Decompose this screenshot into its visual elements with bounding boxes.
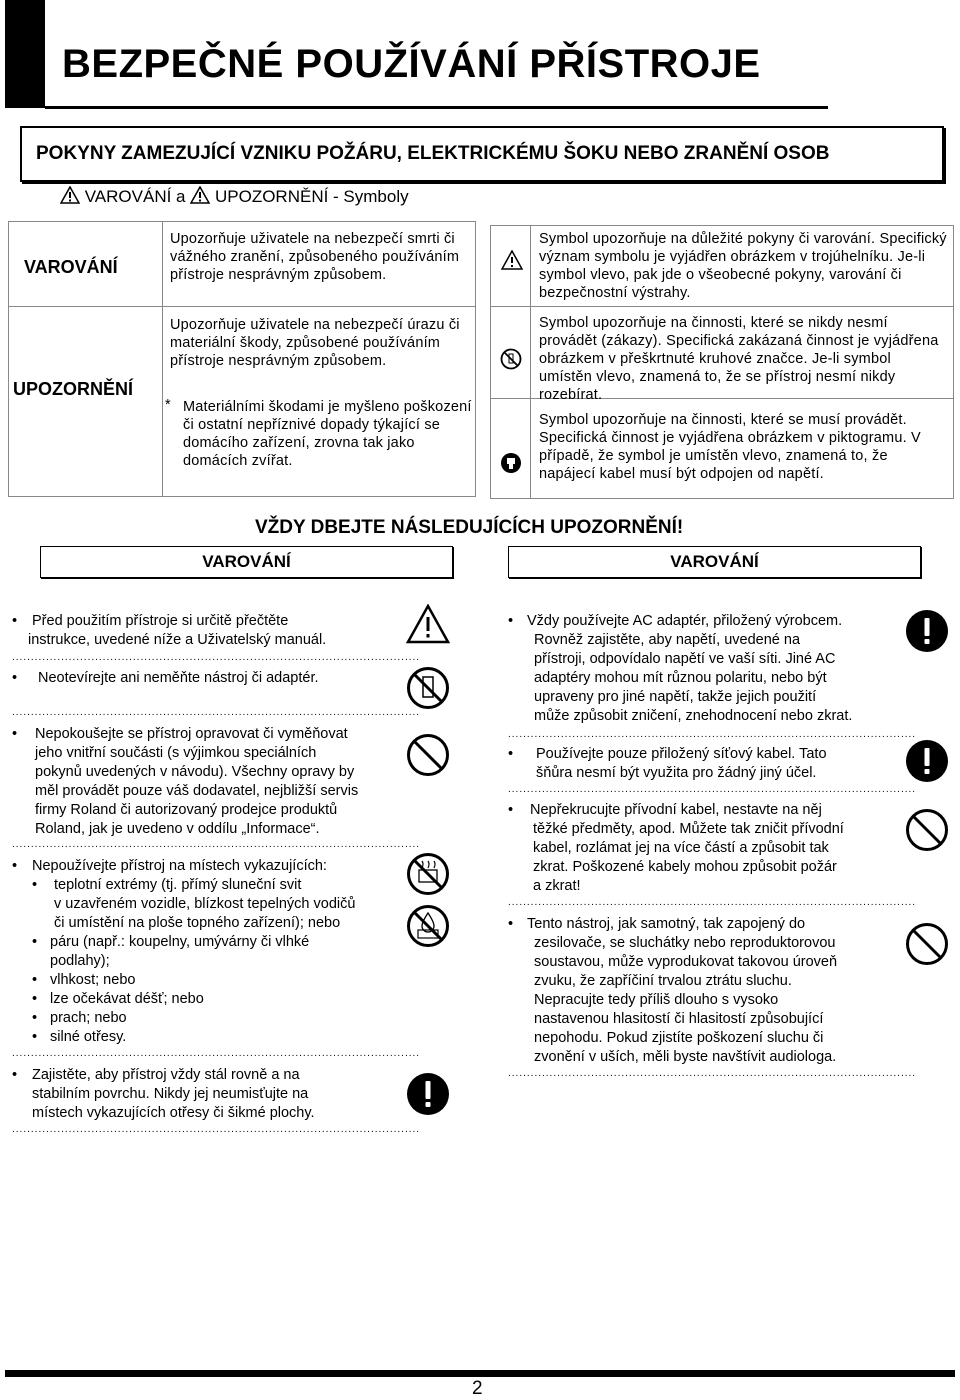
box-divider bbox=[491, 306, 953, 307]
list-item-text: teplotní extrémy (tj. přímý sluneční svit v uzavřeném vozidle, blízkost tepelných vodičů či umístění na ploše topného zařízení); nebo bbox=[54, 877, 356, 931]
list-item-text: Nepokoušejte se přístroj opravovat či vyměňovat jeho vnitřní součásti (s výjimkou speciálních pokynů uvedených v návodu). Všechny opravy by měl provádět pouze váš dodavatel, nejbližší servis firmy Roland či autorizovaný prodejce produktů Roland, jak je uvedeno v oddílu „Informace“. bbox=[35, 726, 359, 837]
right-item-hearing: • Tento nástroj, jak samotný, tak zapojený do zesilovače, se sluchátky nebo reproduktorovou soustavou, může vyprodukovat takovou úroveň zvuku, že zapříčiní trvalou ztrátu sluchu. Nepracujte tedy příliš dlouho s vysoko nastavenou hlasitostí či hlasitostí způsobující nepohodu. Pokud zjistíte poškození sluchu či zvonění v uších, měli byste navštívit audiologa. bbox=[508, 916, 838, 1065]
list-item-text: Před použitím přístroje si určitě přečtěte instrukce, uvedené níže a Uživatelský manuál. bbox=[28, 613, 327, 648]
triangle-warning-icon bbox=[501, 250, 523, 270]
footer-rule bbox=[5, 1370, 955, 1377]
sub-item-vibration: • silné otřesy. bbox=[32, 1029, 127, 1045]
sub-item-humidity: • vlhkost; nebo bbox=[32, 972, 136, 988]
right-item-ac-adapter: • Vždy používejte AC adaptér, přiložený výrobcem. Rovněž zajistěte, aby napětí, uvedené na přístroji, odpovídalo napětí ve vaší síti. Jiné AC adaptéry mohou mít různou polaritu, nebo být upraveny pro jiné napětí, takže jejich použití může způsobit zničení, znehodnocení nebo zkrat. bbox=[508, 613, 853, 724]
footnote-text: Materiálními škodami je myšleno poškození či ostatní nepříznivé dopady týkající se domácího zařízení, zrovna tak jako domácích zvířat. bbox=[183, 399, 472, 469]
mandatory-exclamation-icon bbox=[905, 609, 949, 653]
list-item-text: Tento nástroj, jak samotný, tak zapojený do zesilovače, se sluchátky nebo reproduktorovou soustavou, může vyprodukovat takovou úroveň zvuku, že zapříčiní trvalou ztrátu sluchu. Nepracujte tedy příliš dlouho s vysoko nastavenou hlasitostí či hlasitostí způsobující nepohodu. Pokud zjistíte poškození sluchu či zvonění v uších, měli byste navštívit audiologa. bbox=[527, 916, 838, 1065]
symbols-warning-label: VAROVÁNÍ a bbox=[84, 186, 186, 206]
sub-item-dust: • prach; nebo bbox=[32, 1010, 127, 1026]
right-item-power-cord: • Používejte pouze přiložený síťový kabel. Tato šňůra nesmí být využita pro žádný jiný účel. bbox=[508, 746, 827, 781]
definitions-box-left bbox=[8, 221, 476, 497]
list-item-text: Používejte pouze přiložený síťový kabel. Tato šňůra nesmí být využita pro žádný jiný účel. bbox=[536, 746, 827, 781]
list-item-text: Nepřekrucujte přívodní kabel, nestavte na něj těžké předměty, apod. Můžete tak zničit přívodní kabel, rozlámat jej na více částí a způsobit tak zkrat. Poškozené kabely mohou způsobit požár a zkrat! bbox=[530, 802, 844, 894]
mandatory-exclamation-icon bbox=[406, 1072, 450, 1116]
left-item-no-repair: • Nepokoušejte se přístroj opravovat či vyměňovat jeho vnitřní součásti (s výjimkou speciálních pokynů uvedených v návodu). Všechny opravy by měl provádět pouze váš dodavatel, nejbližší servis firmy Roland či autorizovaný prodejce produktů Roland, jak je uvedeno v oddílu „Informace“. bbox=[12, 726, 359, 837]
title-underline bbox=[45, 106, 828, 109]
warning-definition-text: Upozorňuje uživatele na nebezpečí smrti či vážného zranění, způsobeného používáním přístroje nesprávným způsobem. bbox=[170, 231, 460, 283]
sub-item-steam: • páru (např.: koupelny, umývárny či vlhké podlahy); bbox=[32, 934, 310, 969]
prohibited-icon bbox=[406, 733, 450, 777]
prohibit-symbol-text: Symbol upozorňuje na činnosti, které se nikdy nesmí provádět (zákazy). Specifická zakázaná činnost je vyjádřena obrázkem v přeškrtnuté kruhové značce. Je-li symbol umístěn vlevo, znamená to, že se přístroj nesmí nikdy rozebírat. bbox=[539, 315, 939, 403]
definitions-box-right bbox=[490, 225, 954, 499]
banner-text: POKYNY ZAMEZUJÍCÍ VZNIKU POŽÁRU, ELEKTRICKÉMU ŠOKU NEBO ZRANĚNÍ OSOB bbox=[36, 143, 830, 164]
prohibit-disassemble-icon bbox=[500, 348, 522, 370]
separator: ............................................................................................................ bbox=[12, 1126, 421, 1135]
separator: ............................................................................................................ bbox=[508, 899, 917, 908]
header-black-bar bbox=[5, 0, 45, 108]
left-item-read-manual: • Před použitím přístroje si určitě přečtěte instrukce, uvedené níže a Uživatelský manuál. bbox=[12, 613, 327, 648]
left-item-do-not-open: • Neotevírejte ani neměňte nástroj či adaptér. bbox=[12, 670, 319, 686]
symbols-caution-label: UPOZORNĚNÍ - Symboly bbox=[214, 186, 409, 206]
left-warning-header: VAROVÁNÍ bbox=[40, 546, 453, 578]
mandatory-exclamation-icon bbox=[905, 739, 949, 783]
separator: ............................................................................................................ bbox=[12, 709, 421, 718]
warning-definition-label: VAROVÁNÍ bbox=[24, 257, 118, 277]
footnote-star: * bbox=[165, 397, 171, 413]
prohibited-icon bbox=[905, 808, 949, 852]
separator: ............................................................................................................ bbox=[12, 1050, 421, 1059]
box-column-divider bbox=[162, 222, 163, 496]
sub-item-temperature: • teplotní extrémy (tj. přímý sluneční svit v uzavřeném vozidle, blízkost tepelných vodičů či umístění na ploše topného zařízení); nebo bbox=[32, 877, 356, 931]
safety-banner bbox=[20, 126, 944, 182]
no-water-icon bbox=[406, 904, 450, 948]
caution-definition-label: UPOZORNĚNÍ bbox=[13, 379, 134, 399]
warning-triangle-icon bbox=[60, 186, 80, 209]
list-item-text: páru (např.: koupelny, umývárny či vlhké podlahy); bbox=[50, 934, 310, 969]
separator: ............................................................................................................ bbox=[12, 841, 421, 850]
left-item-environment: • Nepoužívejte přístroj na místech vykazujících: bbox=[12, 858, 327, 874]
no-disassemble-icon bbox=[406, 666, 450, 710]
page-number: 2 bbox=[472, 1378, 483, 1399]
box-divider bbox=[9, 306, 475, 307]
caution-definition-text: Upozorňuje uživatele na nebezpečí úrazu či materiální škody, způsobené používáním přístroje nesprávným způsobem. bbox=[170, 317, 460, 369]
sub-item-rain: • lze očekávat déšť; nebo bbox=[32, 991, 204, 1007]
list-item-text: Zajistěte, aby přístroj vždy stál rovně a na stabilním povrchu. Nikdy jej neumisťujte na místech vykazujících otřesy či šikmé plochy. bbox=[32, 1067, 315, 1121]
right-item-cable-damage: • Nepřekrucujte přívodní kabel, nestavte na něj těžké předměty, apod. Můžete tak zničit přívodní kabel, rozlámat jej na více částí a způsobit tak zkrat. Poškozené kabely mohou způsobit požár a zkrat! bbox=[508, 802, 844, 894]
notice-heading: VŽDY DBEJTE NÁSLEDUJÍCÍCH UPOZORNĚNÍ! bbox=[255, 517, 684, 538]
mandatory-unplug-icon bbox=[500, 452, 522, 474]
symbols-legend-row bbox=[60, 186, 409, 209]
list-item-text: Vždy používejte AC adaptér, přiložený výrobcem. Rovněž zajistěte, aby napětí, uvedené na přístroji, odpovídalo napětí ve vaší síti. Jiné AC adaptéry mohou mít různou polaritu, nebo být upraveny pro jiné napětí, takže jejich použití může způsobit zničení, znehodnocení nebo zkrat. bbox=[527, 613, 853, 724]
warning-triangle-icon bbox=[406, 604, 450, 644]
no-heat-icon bbox=[406, 852, 450, 896]
separator: ............................................................................................................ bbox=[12, 654, 421, 663]
prohibited-icon bbox=[905, 922, 949, 966]
triangle-symbol-text: Symbol upozorňuje na důležité pokyny či varování. Specifický význam symbolu je vyjádřen obrázkem v trojúhelníku. Je-li symbol vlevo, pak jde o všeobecné pokyny, varování či bezpečnostní výstrahy. bbox=[539, 231, 947, 301]
separator: ............................................................................................................ bbox=[508, 786, 917, 795]
box-column-divider bbox=[530, 226, 531, 498]
separator: ............................................................................................................ bbox=[508, 731, 917, 740]
separator: ............................................................................................................ bbox=[508, 1070, 917, 1079]
right-warning-header: VAROVÁNÍ bbox=[508, 546, 921, 578]
page-title: BEZPEČNÉ POUŽÍVÁNÍ PŘÍSTROJE bbox=[62, 42, 761, 86]
mandatory-symbol-text: Symbol upozorňuje na činnosti, které se musí provádět. Specifická činnost je vyjádřena obrázkem v piktogramu. V případě, že symbol je umístěn vlevo, znamená to, že napájecí kabel musí být odpojen od napětí. bbox=[539, 412, 921, 482]
caution-triangle-icon bbox=[190, 186, 210, 209]
left-item-stable-surface: • Zajistěte, aby přístroj vždy stál rovně a na stabilním povrchu. Nikdy jej neumisťujte na místech vykazujících otřesy či šikmé plochy. bbox=[12, 1067, 315, 1121]
